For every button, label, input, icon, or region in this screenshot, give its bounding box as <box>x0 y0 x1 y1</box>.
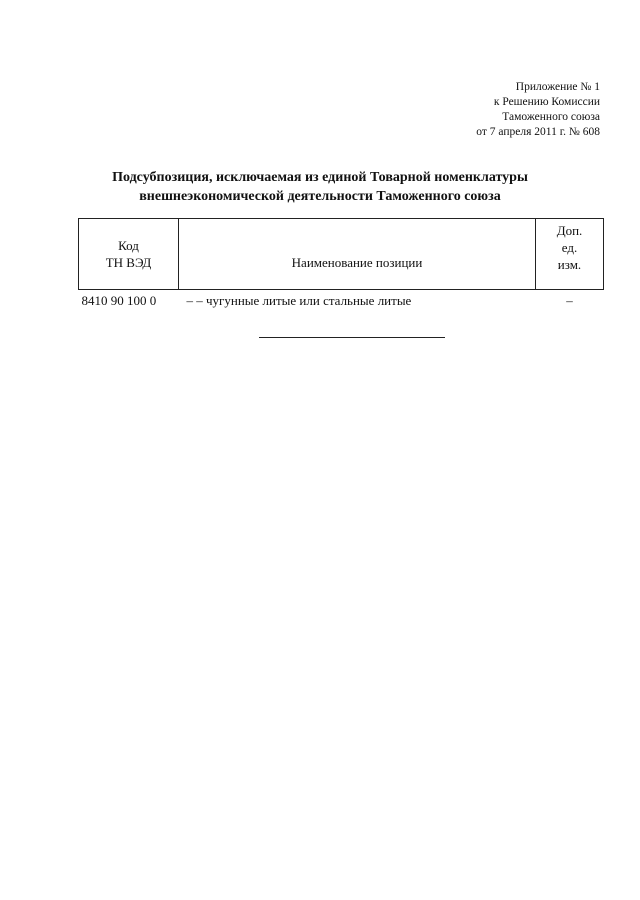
header-name-label: Наименование позиции <box>291 255 423 270</box>
annex-line-number: Приложение № 1 <box>515 81 600 93</box>
header-unit-line-1: Доп. <box>556 223 583 238</box>
table-row <box>79 290 604 310</box>
title-line-1: Подсубпозиция, исключаемая из единой Товарной номенклатуры <box>112 170 528 185</box>
header-code <box>79 219 179 290</box>
row-name: – – чугунные литые или стальные литые <box>186 293 412 308</box>
title-line-2: внешнеэкономической деятельности Таможенного союза <box>139 189 501 204</box>
positions-table <box>78 218 604 309</box>
closing-rule <box>259 337 445 338</box>
table-header-row <box>79 219 604 290</box>
header-unit-line-2: ед. <box>561 240 578 255</box>
header-unit <box>536 219 604 290</box>
annex-line-union: Таможенного союза <box>502 111 600 123</box>
annex-line-date: от 7 апреля 2011 г. № 608 <box>476 126 600 138</box>
header-name <box>179 219 536 290</box>
row-unit: – <box>566 293 573 308</box>
annex-reference <box>380 80 600 140</box>
row-code: 8410 90 100 0 <box>81 293 157 308</box>
annex-line-decision: к Решению Комиссии <box>493 96 600 108</box>
document-title <box>0 168 640 206</box>
header-unit-line-3: изм. <box>557 257 582 272</box>
header-code-line-1: Код <box>118 238 139 253</box>
header-code-line-2: ТН ВЭД <box>105 255 152 270</box>
